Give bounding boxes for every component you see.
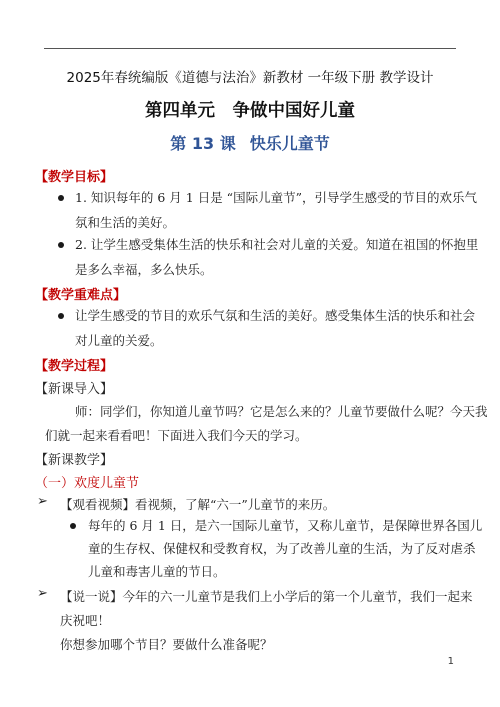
- objective-1-line2: 氛和生活的美好。: [75, 215, 176, 230]
- document-header: 2025年春统编版《道德与法治》新教材 一年级下册 教学设计: [66, 70, 434, 86]
- page-number: 1: [447, 656, 454, 667]
- bullet-icon: [58, 195, 64, 201]
- lesson-number: 第 13 课: [170, 134, 236, 153]
- bullet-icon: [70, 523, 76, 529]
- intro-label: 【新课导入】: [35, 382, 114, 397]
- say-line3: 你想参加哪个节目？要做什么准备呢？: [60, 637, 273, 652]
- key-points-line2: 对儿童的关爱。: [75, 333, 163, 348]
- lesson-name: 快乐儿童节: [249, 134, 330, 153]
- objective-1-line1: 1. 知识每年的 6 月 1 日是 “国际儿童节”，引导学生感受的节目的欢乐气: [75, 190, 477, 205]
- objectives-heading: 【教学目标】: [35, 170, 114, 185]
- header-rule: [44, 48, 456, 49]
- bullet-icon: [58, 313, 64, 319]
- video-detail-line1: 每年的 6 月 1 日，是六一国际儿童节，又称儿童节，是保障世界各国儿: [88, 518, 483, 533]
- key-points-heading: 【教学重难点】: [35, 288, 127, 303]
- say-line1: 【说一说】今年的六一儿童节是我们上小学后的第一个儿童节，我们一起来: [60, 589, 473, 604]
- objective-2-line1: 2. 让学生感受集体生活的快乐和社会对儿童的关爱。知道在祖国的怀抱里: [75, 237, 479, 252]
- intro-line1: 师：同学们，你知道儿童节吗？它是怎么来的？儿童节要做什么呢？今天我: [75, 404, 488, 419]
- key-points-line1: 让学生感受的节目的欢乐气氛和生活的美好。感受集体生活的快乐和社会: [75, 308, 476, 323]
- lesson-title: [0, 131, 500, 154]
- part1-title: （一）欢度儿童节: [35, 476, 140, 491]
- arrow-bullet-icon: ➢: [37, 494, 48, 509]
- bullet-icon: [58, 242, 64, 248]
- intro-line2: 们就一起来看看吧！下面进入我们今天的学习。: [45, 428, 308, 443]
- process-heading: 【教学过程】: [35, 359, 114, 374]
- say-line2: 庆祝吧！: [60, 613, 111, 628]
- video-detail-line2: 童的生存权、保健权和受教育权，为了改善儿童的生活，为了反对虐杀: [88, 541, 476, 556]
- video-line: 【观看视频】看视频，了解“六一”儿童节的来历。: [60, 497, 336, 512]
- teach-label: 【新课教学】: [35, 453, 114, 468]
- objective-2-line2: 是多么幸福，多么快乐。: [75, 262, 213, 277]
- unit-title: 第四单元 争做中国好儿童: [145, 101, 355, 121]
- arrow-bullet-icon: ➢: [37, 586, 48, 601]
- video-detail-line3: 儿童和毒害儿童的节日。: [88, 564, 226, 579]
